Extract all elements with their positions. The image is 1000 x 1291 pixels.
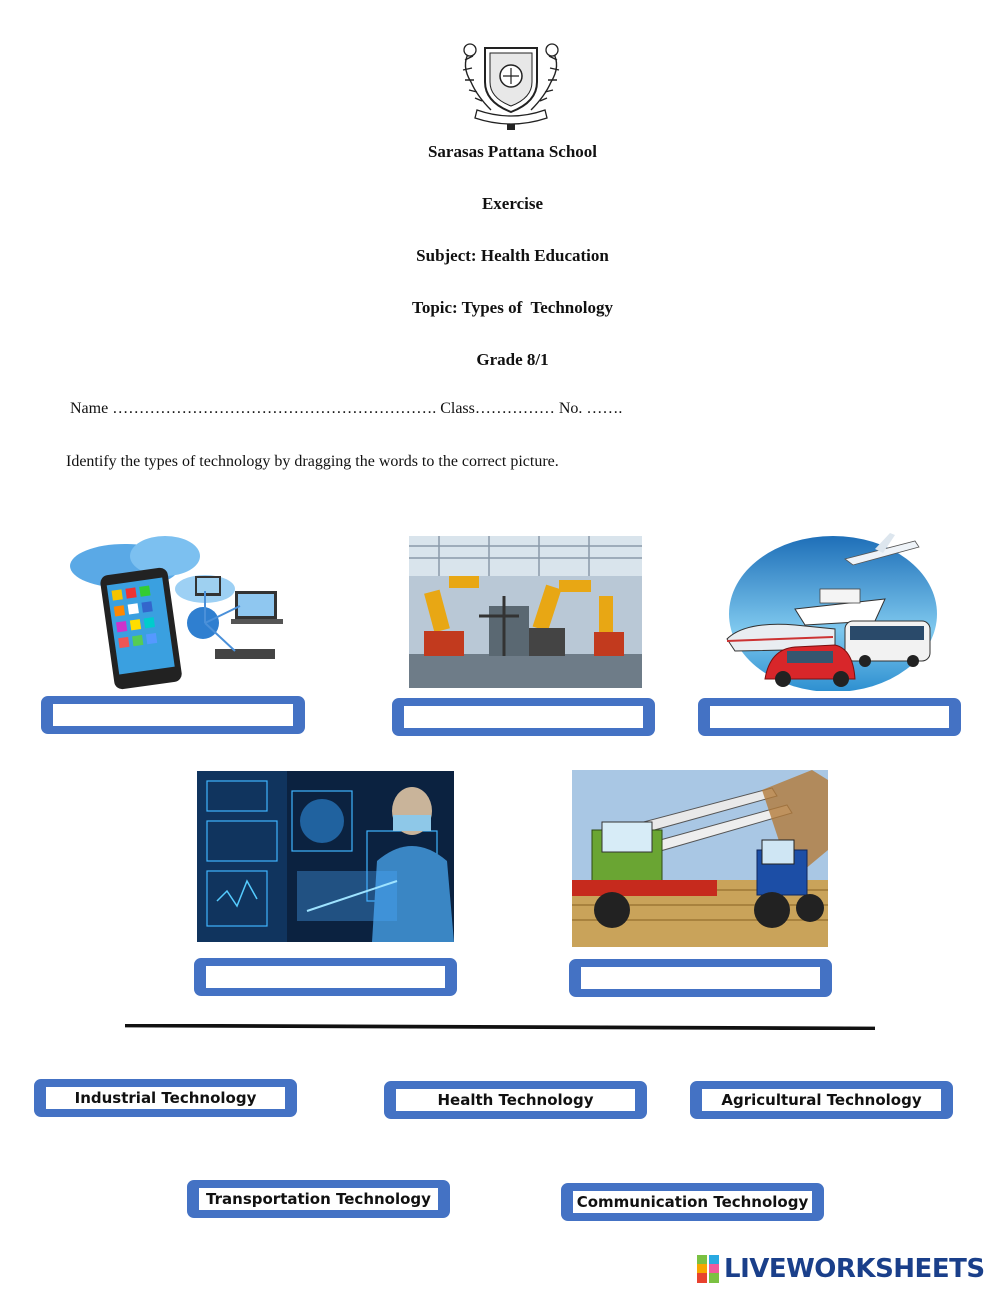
word-transportation-technology[interactable] [187, 1180, 450, 1218]
word-label: Transportation Technology [199, 1188, 438, 1210]
topic-heading: Topic: Types of Technology [412, 298, 613, 317]
section-divider [0, 1024, 1000, 1030]
school-name: Sarasas Pattana School [427, 142, 598, 161]
word-health-technology[interactable] [384, 1081, 647, 1119]
word-label: Industrial Technology [46, 1087, 285, 1109]
harvester-tractor-image [572, 770, 828, 947]
liveworksheets-branding [697, 1252, 985, 1286]
drop-zone-transportation[interactable] [698, 698, 961, 736]
communication-devices-image [55, 531, 301, 691]
exercise-heading: Exercise [481, 194, 544, 213]
word-label: Health Technology [396, 1089, 635, 1111]
drop-zone-agricultural[interactable] [569, 959, 832, 997]
brand-name: LIVEWORKSHEETS [724, 1254, 985, 1284]
factory-robots-image [409, 536, 642, 688]
drop-zone-communication[interactable] [41, 696, 305, 734]
word-label: Agricultural Technology [702, 1089, 941, 1111]
word-label: Communication Technology [573, 1191, 812, 1213]
word-agricultural-technology[interactable] [690, 1081, 953, 1119]
student-info-line: Name ……………………………………………………. Class…………… No. ……. [70, 400, 623, 417]
vehicles-image [725, 529, 940, 691]
instruction-text: Identify the types of technology by dragging the words to the correct picture. [66, 453, 559, 470]
drop-zone-health[interactable] [194, 958, 457, 996]
school-crest-logo [455, 38, 567, 132]
subject-heading: Subject: Health Education [416, 246, 609, 265]
liveworksheets-logo-icon [697, 1255, 721, 1283]
word-communication-technology[interactable] [561, 1183, 824, 1221]
medical-hud-image [197, 771, 454, 942]
drop-zone-industrial[interactable] [392, 698, 655, 736]
grade-heading: Grade 8/1 [476, 350, 549, 369]
word-industrial-technology[interactable] [34, 1079, 297, 1117]
